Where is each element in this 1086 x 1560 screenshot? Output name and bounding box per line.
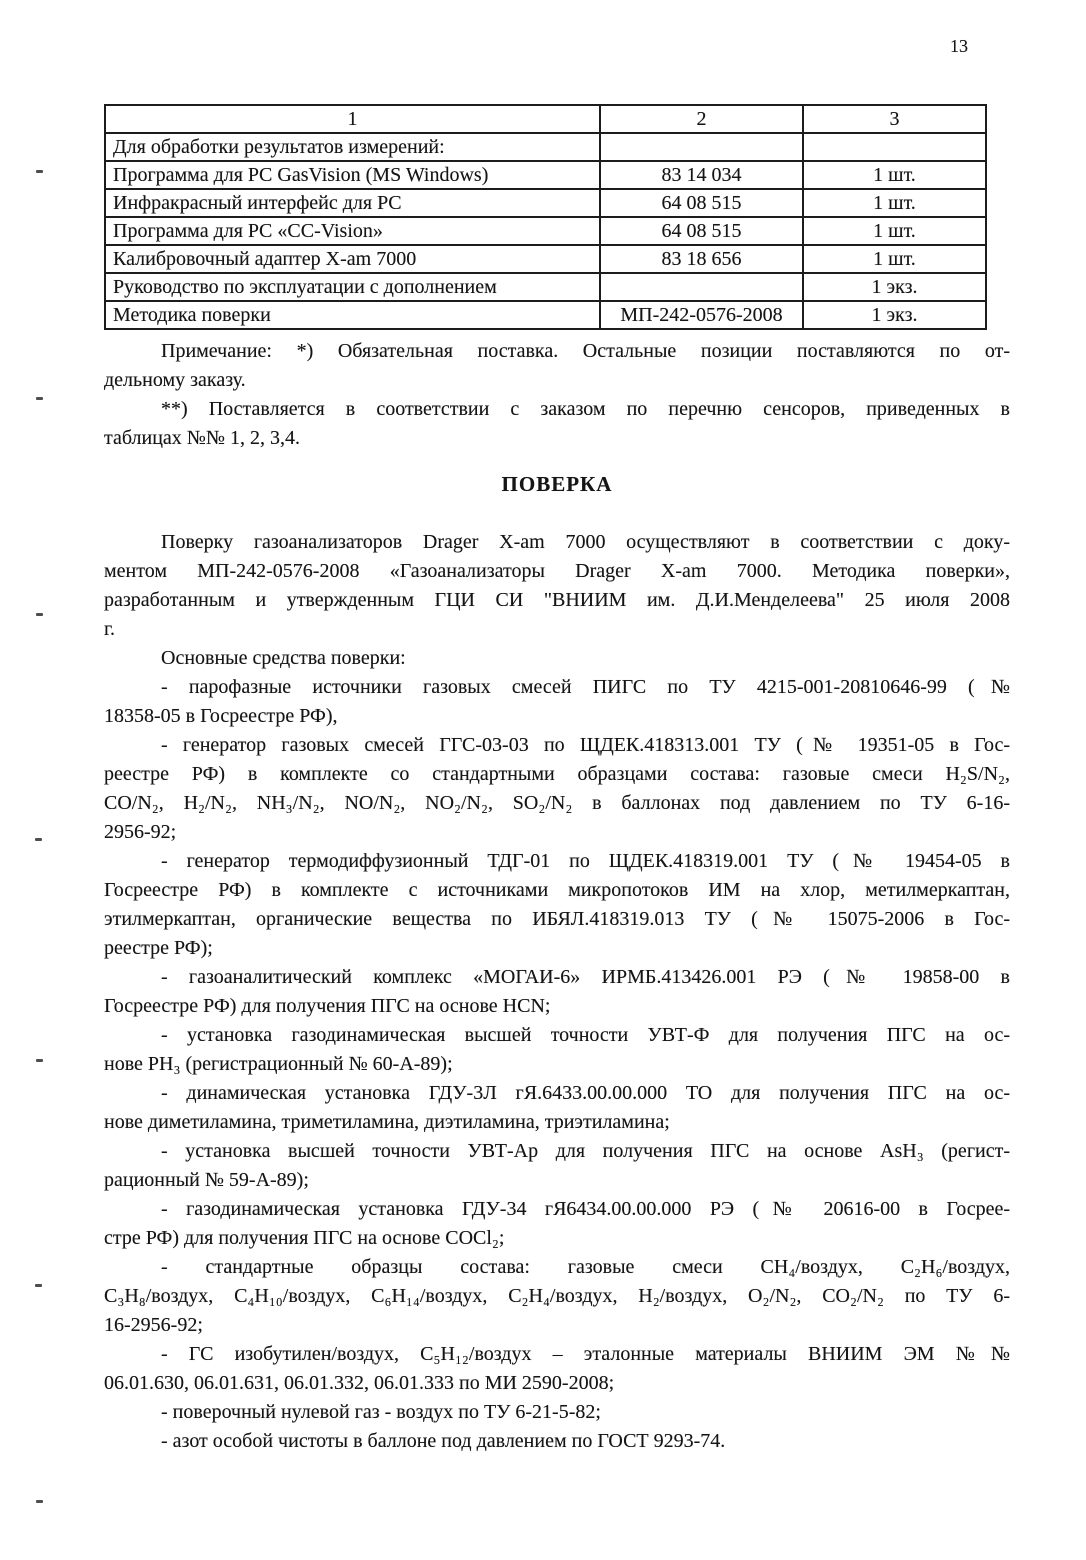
scan-artifact-dot (36, 170, 43, 173)
table-row (105, 161, 986, 189)
text-line: разработанным и утвержденным ГЦИ СИ "ВНИИМ им. Д.И.Менделеева" 25 июля 2008 (104, 589, 1010, 611)
text-line: стре РФ) для получения ПГС на основе COCl₂; (104, 1227, 505, 1249)
text-line: - ГС изобутилен/воздух, C₅H₁₂/воздух – эталонные материалы ВНИИМ ЭМ №№ (161, 1343, 1010, 1365)
order-code-cell: 83 18 656 (600, 245, 803, 273)
order-code-cell: 64 08 515 (600, 217, 803, 245)
note-line: **) Поставляется в соответствии с заказом по перечню сенсоров, приведенных в (161, 398, 1010, 420)
quantity-cell: 1 шт. (803, 245, 986, 273)
text-line: ментом МП-242-0576-2008 «Газоанализаторы Drager X-am 7000. Методика поверки», (104, 560, 1010, 582)
table-row (105, 301, 986, 329)
order-code-cell: МП-242-0576-2008 (600, 301, 803, 329)
text-line: рационный № 59-А-89); (104, 1169, 309, 1191)
scan-artifact-dot (35, 1284, 42, 1287)
equipment-table (104, 104, 987, 330)
quantity-cell (803, 133, 986, 161)
order-code-cell: 64 08 515 (600, 189, 803, 217)
item-name-cell: Методика поверки (105, 301, 600, 329)
text-line: 2956-92; (104, 821, 177, 843)
column-header: 1 (105, 105, 600, 133)
table-row (105, 273, 986, 301)
scan-artifact-dot (36, 397, 43, 400)
text-line: - газоаналитический комплекс «МОГАИ-6» ИРМБ.413426.001 РЭ (№ 19858-00 в (161, 966, 1010, 988)
scan-artifact-dot (36, 613, 43, 616)
text-line: - стандартные образцы состава: газовые смеси CH₄/воздух, C₂H₆/воздух, (161, 1256, 1010, 1278)
item-name-cell: Инфракрасный интерфейс для PC (105, 189, 600, 217)
table-header-row (105, 105, 986, 133)
item-name-cell: Руководство по эксплуатации с дополнением (105, 273, 600, 301)
text-line: - генератор термодиффузионный ТДГ-01 по ЩДЕК.418319.001 ТУ (№ 19454-05 в (161, 850, 1010, 872)
order-code-cell (600, 133, 803, 161)
scan-artifact-dot (36, 1500, 43, 1503)
column-header: 2 (600, 105, 803, 133)
table-row (105, 189, 986, 217)
table-notes (104, 337, 1010, 453)
item-name-cell: Программа для PC «CC-Vision» (105, 217, 600, 245)
quantity-cell: 1 шт. (803, 161, 986, 189)
quantity-cell: 1 экз. (803, 301, 986, 329)
text-line: Поверку газоанализаторов Drager X-am 7000 осуществляют в соответствии с доку- (161, 531, 1010, 553)
order-code-cell (600, 273, 803, 301)
note-line: дельному заказу. (104, 369, 246, 391)
text-line: - установка высшей точности УВТ-Ар для получения ПГС на основе AsH₃ (регист- (161, 1140, 1010, 1162)
quantity-cell: 1 шт. (803, 217, 986, 245)
text-line: - азот особой чистоты в баллоне под давлением по ГОСТ 9293-74. (161, 1430, 726, 1452)
note-line: Примечание: *) Обязательная поставка. Остальные позиции поставляются по от- (161, 340, 1010, 362)
item-name-cell: Программа для PC GasVision (MS Windows) (105, 161, 600, 189)
section-body (104, 528, 1010, 1456)
table-row (105, 217, 986, 245)
column-header: 3 (803, 105, 986, 133)
text-line: реестре РФ) в комплекте со стандартными образцами состава: газовые смеси H₂S/N₂, (104, 763, 1010, 785)
table-row (105, 245, 986, 273)
page-content (104, 104, 1010, 1456)
text-line: Госреестре РФ) в комплекте с источниками микропотоков ИМ на хлор, метилмеркаптан, (104, 879, 1010, 901)
item-name-cell: Для обработки результатов измерений: (105, 133, 600, 161)
text-line: Основные средства поверки: (161, 647, 406, 669)
text-line: CO/N₂, H₂/N₂, NH₃/N₂, NO/N₂, NO₂/N₂, SO₂/N₂ в баллонах под давлением по ТУ 6-16- (104, 792, 1010, 814)
text-line: 06.01.630, 06.01.631, 06.01.332, 06.01.333 по МИ 2590-2008; (104, 1372, 615, 1394)
text-line: г. (104, 618, 115, 640)
quantity-cell: 1 экз. (803, 273, 986, 301)
scan-artifact-dot (36, 1059, 43, 1062)
text-line: - поверочный нулевой газ - воздух по ТУ 6-21-5-82; (161, 1401, 601, 1423)
text-line: - генератор газовых смесей ГГС-03-03 по ЩДЕК.418313.001 ТУ (№ 19351-05 в Гос- (161, 734, 1010, 756)
note-line: таблицах №№ 1, 2, 3,4. (104, 427, 300, 449)
text-line: - парофазные источники газовых смесей ПИГС по ТУ 4215-001-20810646-99 (№ (161, 676, 1010, 698)
item-name-cell: Калибровочный адаптер X-am 7000 (105, 245, 600, 273)
page-number: 13 (950, 36, 968, 56)
text-line: - установка газодинамическая высшей точности УВТ-Ф для получения ПГС на ос- (161, 1024, 1010, 1046)
text-line: - динамическая установка ГДУ-3Л гЯ.6433.00.00.000 ТО для получения ПГС на ос- (161, 1082, 1010, 1104)
scan-artifact-dot (35, 838, 42, 841)
quantity-cell: 1 шт. (803, 189, 986, 217)
text-line: этилмеркаптан, органические вещества по ИБЯЛ.418319.013 ТУ (№ 15075-2006 в Гос- (104, 908, 1010, 930)
order-code-cell: 83 14 034 (600, 161, 803, 189)
text-line: - газодинамическая установка ГДУ-34 гЯ6434.00.00.000 РЭ (№ 20616-00 в Госрее- (161, 1198, 1010, 1220)
text-line: 18358-05 в Госреестре РФ), (104, 705, 338, 727)
text-line: нове диметиламина, триметиламина, диэтиламина, триэтиламина; (104, 1111, 670, 1133)
text-line: нове PH₃ (регистрационный № 60-А-89); (104, 1053, 453, 1075)
text-line: Госреестре РФ) для получения ПГС на основе HCN; (104, 995, 551, 1017)
text-line: 16-2956-92; (104, 1314, 203, 1336)
text-line: C₃H₈/воздух, C₄H₁₀/воздух, C₆H₁₄/воздух, C₂H₄/воздух, H₂/воздух, O₂/N₂, CO₂/N₂ по ТУ 6- (104, 1285, 1010, 1307)
text-line: реестре РФ); (104, 937, 213, 959)
table-row (105, 133, 986, 161)
section-title: ПОВЕРКА (501, 472, 613, 496)
